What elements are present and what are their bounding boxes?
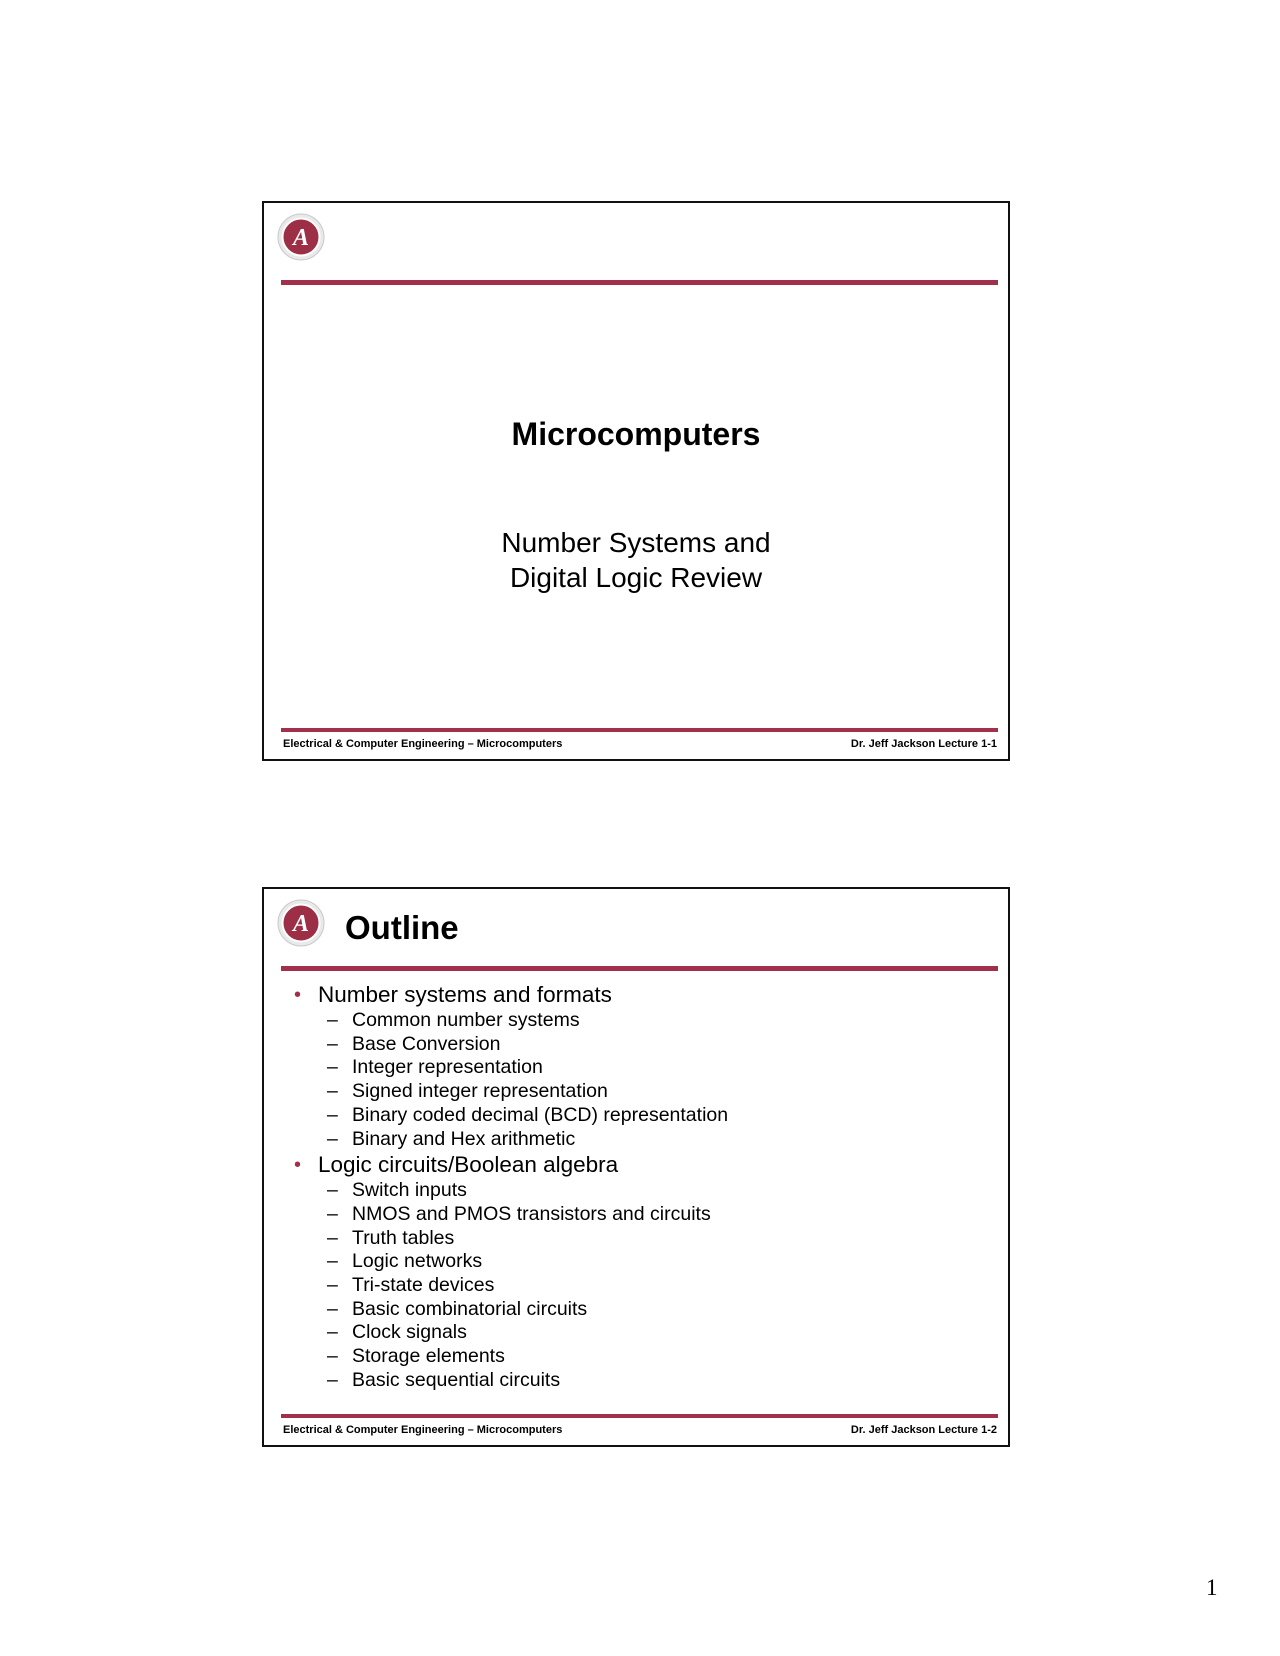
footer-lecture: Dr. Jeff Jackson Lecture 1-2	[850, 1424, 997, 1436]
section-label: Number systems and formats	[318, 982, 612, 1007]
dash-icon: –	[327, 1274, 338, 1297]
dash-icon: –	[327, 1321, 338, 1344]
footer-rule	[281, 1414, 998, 1418]
list-item: – Logic networks	[327, 1250, 483, 1273]
footer-course: Electrical & Computer Engineering – Microcomputers	[283, 738, 563, 750]
bullet-icon: •	[294, 1154, 302, 1177]
svg-text:A: A	[292, 225, 310, 251]
dash-icon: –	[327, 1056, 338, 1079]
dash-icon: –	[327, 1226, 338, 1249]
subtitle-line: Number Systems and	[501, 527, 771, 558]
list-item: – Binary and Hex arithmetic	[327, 1127, 576, 1150]
list-item: – NMOS and PMOS transistors and circuits	[327, 1202, 711, 1225]
slide-title	[262, 201, 1010, 761]
slide-subtitle	[264, 525, 1008, 595]
section-label: Logic circuits/Boolean algebra	[318, 1152, 619, 1178]
header-rule	[281, 966, 998, 971]
university-logo-icon	[276, 212, 326, 262]
page-number: 1	[1206, 1575, 1218, 1600]
header-rule	[281, 280, 998, 285]
dash-icon: –	[327, 1202, 338, 1225]
list-item: – Storage elements	[327, 1345, 505, 1368]
dash-icon: –	[327, 1297, 338, 1320]
bullet-icon: •	[294, 984, 302, 1006]
dash-icon: –	[327, 1179, 338, 1202]
list-item: – Base Conversion	[327, 1032, 501, 1055]
list-item: – Switch inputs	[327, 1179, 467, 1202]
dash-icon: –	[327, 1250, 338, 1273]
slide-title-text: Microcomputers	[511, 416, 761, 452]
dash-icon: –	[327, 1127, 338, 1150]
footer-course: Electrical & Computer Engineering – Microcomputers	[283, 1424, 563, 1436]
list-item: – Common number systems	[327, 1009, 580, 1031]
dash-icon: –	[327, 1368, 338, 1391]
dash-icon: –	[327, 1032, 338, 1055]
outline-section	[292, 981, 998, 1009]
list-item: – Truth tables	[327, 1226, 455, 1249]
outline-list	[292, 981, 998, 1393]
dash-icon: –	[327, 1009, 338, 1031]
list-item: – Basic combinatorial circuits	[327, 1297, 588, 1320]
footer-lecture: Dr. Jeff Jackson Lecture 1-1	[850, 738, 997, 750]
svg-text:A: A	[292, 911, 310, 937]
slide-title-text: Outline	[345, 909, 459, 946]
list-item: – Basic sequential circuits	[327, 1368, 561, 1391]
list-item: – Signed integer representation	[327, 1080, 608, 1103]
university-logo-icon	[276, 898, 326, 948]
list-item: – Binary coded decimal (BCD) representation	[327, 1103, 729, 1126]
dash-icon: –	[327, 1080, 338, 1103]
list-item: – Tri-state devices	[327, 1274, 495, 1297]
list-item: – Integer representation	[327, 1056, 543, 1079]
slide-outline	[262, 887, 1010, 1447]
footer-rule	[281, 728, 998, 732]
dash-icon: –	[327, 1345, 338, 1368]
dash-icon: –	[327, 1103, 338, 1126]
list-item: – Clock signals	[327, 1321, 467, 1344]
subtitle-line: Digital Logic Review	[509, 562, 763, 593]
outline-section	[292, 1151, 998, 1179]
